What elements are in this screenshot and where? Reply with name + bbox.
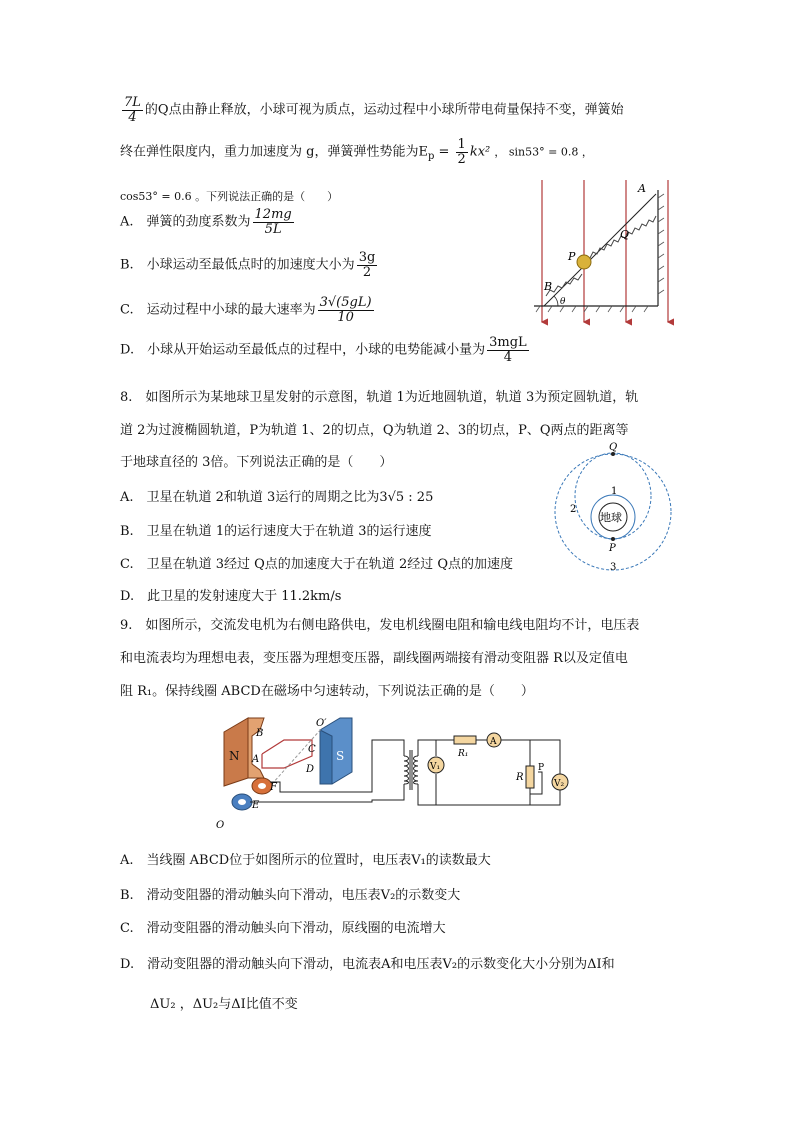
svg-text:P: P bbox=[568, 250, 576, 263]
fraction-half: $\frac{1}{2}$ bbox=[457, 137, 466, 167]
coil-abcd bbox=[262, 740, 312, 768]
q8-line1: 8. 如图所示为某地球卫星发射的示意图，轨道 1为近地圆轨道，轨道 3为预定圆轨道，轨 bbox=[120, 390, 639, 405]
rheostat-r bbox=[526, 766, 534, 788]
fraction-3g-2: $\frac{3g}{2}$ bbox=[358, 250, 376, 280]
resistor-r1 bbox=[454, 736, 476, 744]
q7-line1: $\frac{7L}{4}$ 的Q点由静止释放，小球可视为质点，运动过程中小球所带电荷量保持不变，弹簧始 bbox=[124, 95, 624, 125]
q7-line2: 终在弹性限度内，重力加速度为 g，弹簧弹性势能为$E_p$ = $\frac{1}{2}$ kx² ， sin53° = 0.8 ， bbox=[120, 137, 593, 167]
q8-option-c: C. 卫星在轨道 3经过 Q点的加速度大于在轨道 2经过 Q点的加速度 bbox=[120, 557, 514, 572]
svg-text:P: P bbox=[538, 763, 545, 773]
q7-option-a: A. 弹簧的劲度系数为 $\frac{12mg}{5L}$ bbox=[120, 207, 292, 237]
svg-text:B: B bbox=[544, 280, 553, 293]
fraction-3mgL-4: $\frac{\text{3mgL}}{4}$ bbox=[489, 335, 527, 365]
svg-text:3: 3 bbox=[610, 562, 617, 573]
q7-line3: cos53° = 0.6 。下列说法正确的是（ ） bbox=[120, 190, 339, 203]
fraction-max-speed: $\frac{3√(5gL)}{10}$ bbox=[319, 295, 372, 325]
svg-text:E: E bbox=[252, 800, 260, 811]
q8-orbit-figure bbox=[548, 440, 680, 580]
q7-option-d: D. 小球从开始运动至最低点的过程中，小球的电势能减小量为 $\frac{\text{3mgL}}{4}$ bbox=[120, 335, 527, 365]
q9-generator-circuit-figure bbox=[212, 710, 582, 835]
svg-text:V₂: V₂ bbox=[554, 779, 565, 789]
q8-option-b: B. 卫星在轨道 1的运行速度大于在轨道 3的运行速度 bbox=[120, 524, 432, 539]
q9-line1: 9. 如图所示，交流发电机为右侧电路供电，发电机线圈电阻和输电线电阻均不计，电压表 bbox=[120, 618, 640, 633]
fraction-7L-over-4: $\frac{7L}{4}$ bbox=[124, 95, 141, 125]
svg-text:A: A bbox=[490, 737, 497, 747]
svg-text:Q: Q bbox=[609, 442, 618, 453]
svg-text:1: 1 bbox=[611, 486, 618, 497]
svg-text:V₁: V₁ bbox=[430, 762, 441, 772]
svg-text:R₁: R₁ bbox=[458, 749, 469, 759]
q9-line3: 阻 R₁。保持线圈 ABCD在磁场中匀速转动，下列说法正确的是（ ） bbox=[120, 684, 534, 699]
q7-option-c: C. 运动过程中小球的最大速率为 $\frac{3√(5gL)}{10}$ bbox=[120, 295, 372, 325]
svg-text:R: R bbox=[516, 772, 524, 783]
q7-option-b: B. 小球运动至最低点时的加速度大小为 $\frac{3g}{2}$ bbox=[120, 250, 376, 280]
svg-text:2: 2 bbox=[570, 504, 577, 515]
q9-option-d: D. 滑动变阻器的滑动触头向下滑动，电流表A和电压表V₂的示数变化大小分别为ΔI和 bbox=[120, 957, 615, 972]
svg-text:B: B bbox=[256, 728, 264, 739]
svg-text:F: F bbox=[270, 782, 277, 793]
svg-text:S: S bbox=[336, 749, 345, 763]
q9-option-d-cont: ΔU₂ ，ΔU₂与ΔI比值不变 bbox=[150, 997, 298, 1012]
q9-option-b: B. 滑动变阻器的滑动触头向下滑动，电压表V₂的示数变大 bbox=[120, 888, 461, 903]
svg-text:地球: 地球 bbox=[600, 511, 622, 524]
ball bbox=[577, 255, 591, 269]
svg-text:D: D bbox=[306, 764, 315, 775]
svg-text:N: N bbox=[229, 749, 240, 763]
q9-option-c: C. 滑动变阻器的滑动触头向下滑动，原线圈的电流增大 bbox=[120, 921, 446, 936]
svg-text:Q: Q bbox=[620, 228, 630, 241]
q8-line2: 道 2为过渡椭圆轨道，P为轨道 1、2的切点，Q为轨道 2、3的切点，P、Q两点的距离等 bbox=[120, 423, 629, 438]
q7-incline-figure bbox=[530, 178, 680, 328]
q9-option-a: A. 当线圈 ABCD位于如图所示的位置时，电压表V₁的读数最大 bbox=[120, 853, 491, 868]
q8-line3: 于地球直径的 3倍。下列说法正确的是（ ） bbox=[120, 455, 393, 470]
q8-option-a: A. 卫星在轨道 2和轨道 3运行的周期之比为3√5 : 25 bbox=[120, 490, 434, 505]
q9-line2: 和电流表均为理想电表，变压器为理想变压器，副线圈两端接有滑动变阻器 R以及定值电 bbox=[120, 651, 628, 666]
fraction-12mg-5L: $\frac{12mg}{5L}$ bbox=[254, 207, 292, 237]
svg-text:P: P bbox=[609, 543, 616, 554]
svg-text:A: A bbox=[638, 182, 646, 195]
transformer-secondary bbox=[414, 756, 419, 784]
svg-text:θ: θ bbox=[560, 297, 566, 307]
transformer-primary bbox=[404, 756, 409, 784]
svg-text:O′: O′ bbox=[316, 718, 327, 729]
q8-option-d: D. 此卫星的发射速度大于 11.2km/s bbox=[120, 589, 342, 604]
svg-text:A: A bbox=[252, 754, 260, 765]
svg-text:C: C bbox=[308, 744, 316, 755]
svg-text:O: O bbox=[216, 820, 225, 831]
